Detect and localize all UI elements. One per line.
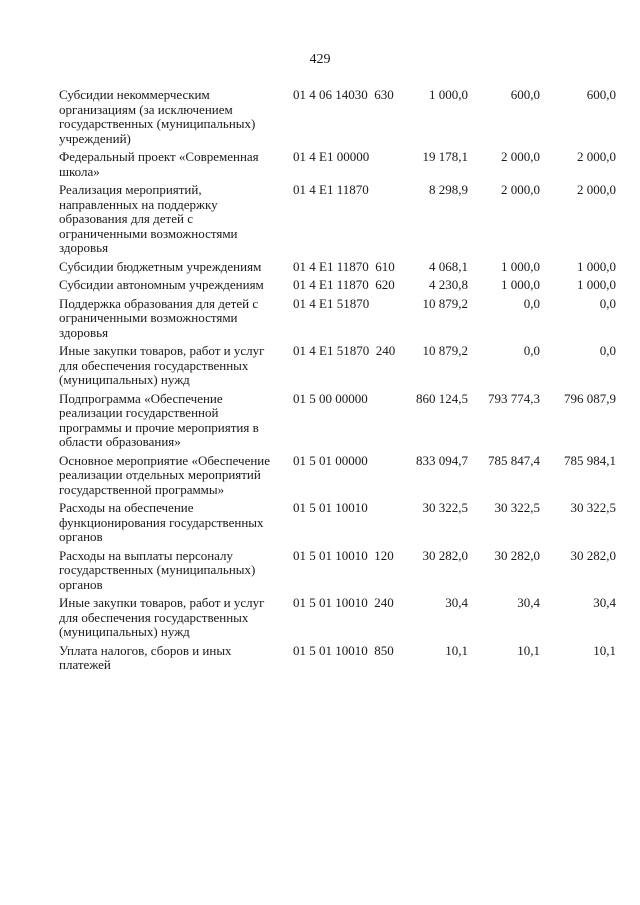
row-code: 01 5 00 00000 [293,390,368,406]
row-value-2: 2 000,0 [501,182,540,197]
row-value-2: 0,0 [523,343,540,358]
row-value-2: 30 282,0 [494,547,540,563]
row-code: 01 4 E1 11870 [293,182,369,197]
row-value-3: 2 000,0 [577,182,616,197]
row-name: Расходы на выплаты персоналу государственных (муниципальных) органов [59,547,256,592]
row-value-1: 10 879,2 [422,343,468,358]
row-value-1: 10 879,2 [422,295,468,311]
row-value-2: 785 847,4 [488,452,540,468]
table-row [0,596,640,640]
row-code: 01 5 01 10010 120 [293,547,394,563]
table-row [0,549,640,593]
row-name: Иные закупки товаров, работ и услуг для обеспечения государственных (муниципальных) нужд [59,343,265,387]
row-code: 01 4 E1 51870 [293,295,370,311]
table-row [0,454,640,498]
row-code: 01 5 01 10010 [293,500,368,515]
row-value-2: 1 000,0 [501,277,540,292]
row-value-1: 30,4 [445,595,468,610]
row-code: 01 4 E1 00000 [293,149,370,164]
row-value-2: 30 322,5 [494,500,540,515]
row-value-1: 8 298,9 [429,182,468,197]
row-value-3: 2 000,0 [577,149,616,164]
row-value-3: 30 322,5 [570,500,616,515]
row-value-3: 0,0 [599,343,616,358]
row-value-2: 2 000,0 [501,149,540,164]
row-name: Расходы на обеспечение функционирования государственных органов [59,500,264,544]
row-value-1: 4 068,1 [429,258,468,274]
row-value-1: 10,1 [445,642,468,658]
row-value-1: 833 094,7 [416,452,468,468]
row-value-3: 10,1 [593,642,616,658]
row-code: 01 4 E1 51870 240 [293,343,396,358]
budget-table [0,88,640,677]
row-code: 01 5 01 10010 240 [293,595,394,610]
row-name: Субсидии бюджетным учреждениям [59,258,262,274]
table-row [0,344,640,388]
table-row [0,297,640,341]
row-name: Субсидии автономным учреждениям [59,277,264,292]
table-row [0,392,640,450]
row-value-3: 1 000,0 [577,277,616,292]
row-value-3: 30,4 [593,595,616,610]
table-row [0,183,640,256]
row-name: Иные закупки товаров, работ и услуг для обеспечения государственных (муниципальных) нужд [59,595,265,639]
row-value-3: 30 282,0 [570,547,616,563]
table-row [0,278,640,293]
row-name: Субсидии некоммерческим организациям (за исключением государственных (муниципальных) учреждений) [59,87,256,146]
row-value-2: 10,1 [517,642,540,658]
row-value-1: 30 282,0 [422,547,468,563]
table-row [0,501,640,545]
row-value-2: 793 774,3 [488,390,540,406]
row-code: 01 4 06 14030 630 [293,87,394,102]
row-value-1: 860 124,5 [416,390,468,406]
row-value-1: 4 230,8 [429,277,468,292]
row-code: 01 4 E1 11870 610 [293,258,395,274]
row-code: 01 5 01 00000 [293,452,368,468]
row-value-1: 19 178,1 [422,149,468,164]
row-value-1: 30 322,5 [422,500,468,515]
row-value-3: 785 984,1 [564,452,616,468]
row-value-2: 1 000,0 [501,258,540,274]
row-value-2: 0,0 [523,295,540,311]
row-name: Подпрограмма «Обеспечение реализации государственной программы и прочие мероприятия в области образования» [59,390,259,449]
row-value-1: 1 000,0 [429,87,468,102]
row-name: Основное мероприятие «Обеспечение реализации отдельных мероприятий государственной программы» [59,452,271,497]
page-number: 429 [309,52,331,67]
row-value-3: 600,0 [586,87,616,102]
table-row [0,644,640,673]
row-value-2: 30,4 [517,595,540,610]
row-value-3: 796 087,9 [564,390,616,406]
row-name: Реализация мероприятий, направленных на поддержку образования для детей с ограниченными возможностями здоровья [59,182,238,255]
table-row [0,260,640,275]
table-row [0,150,640,179]
row-name: Поддержка образования для детей с ограниченными возможностями здоровья [59,295,259,340]
row-code: 01 5 01 10010 850 [293,642,394,658]
row-name: Уплата налогов, сборов и иных платежей [59,642,232,672]
row-value-2: 600,0 [510,87,540,102]
row-code: 01 4 E1 11870 620 [293,277,395,292]
table-row [0,88,640,146]
row-value-3: 1 000,0 [577,258,616,274]
row-name: Федеральный проект «Современная школа» [59,149,259,179]
row-value-3: 0,0 [599,295,616,311]
